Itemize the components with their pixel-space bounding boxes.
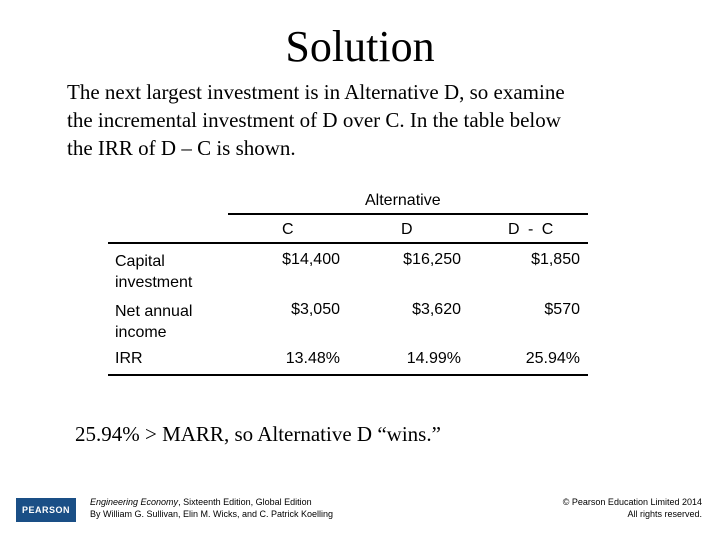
table-bottom-rule — [108, 374, 588, 376]
column-header-d-minus-c: D - C — [508, 221, 556, 238]
slide-title: Solution — [285, 22, 435, 71]
pearson-logo — [16, 498, 76, 522]
intro-line-3: the IRR of D – C is shown. — [67, 136, 296, 160]
group-header-rule — [228, 213, 588, 215]
intro-line-1: The next largest investment is in Alternative D, so examine — [67, 80, 565, 104]
cell-capital-d-minus-c: $1,850 — [531, 251, 580, 268]
intro-line-2: the incremental investment of D over C. In the table below — [67, 108, 561, 132]
column-header-d: D — [401, 221, 413, 238]
column-header-c: C — [282, 221, 294, 238]
cell-irr-c: 13.48% — [285, 350, 340, 367]
cell-income-d: $3,620 — [412, 301, 461, 318]
cell-income-d-minus-c: $570 — [544, 301, 580, 318]
row-label-net-annual-income: Net annual income — [115, 303, 193, 341]
row-label-irr: IRR — [115, 350, 143, 367]
group-header-alternative: Alternative — [365, 192, 441, 209]
column-header-rule — [108, 242, 588, 244]
footer-copyright — [563, 496, 702, 520]
footer-book-title: Engineering Economy — [90, 497, 179, 507]
cell-income-c: $3,050 — [291, 301, 340, 318]
footer-book-line — [90, 496, 333, 508]
cell-capital-d: $16,250 — [403, 251, 461, 268]
cell-irr-d: 14.99% — [406, 350, 461, 367]
pearson-logo-text: PEARSON — [21, 505, 70, 515]
footer-book-info — [90, 496, 333, 520]
cell-capital-c: $14,400 — [282, 251, 340, 268]
footer-copyright-line: © Pearson Education Limited 2014 — [562, 497, 702, 507]
cell-irr-d-minus-c: 25.94% — [525, 350, 580, 367]
footer-rights-line: All rights reserved. — [627, 509, 702, 519]
row-label-capital-investment: Capital investment — [115, 253, 193, 291]
footer-book-edition: , Sixteenth Edition, Global Edition — [178, 497, 312, 507]
conclusion-text: 25.94% > MARR, so Alternative D “wins.” — [75, 422, 441, 446]
footer-authors: By William G. Sullivan, Elin M. Wicks, and C. Patrick Koelling — [90, 509, 334, 519]
